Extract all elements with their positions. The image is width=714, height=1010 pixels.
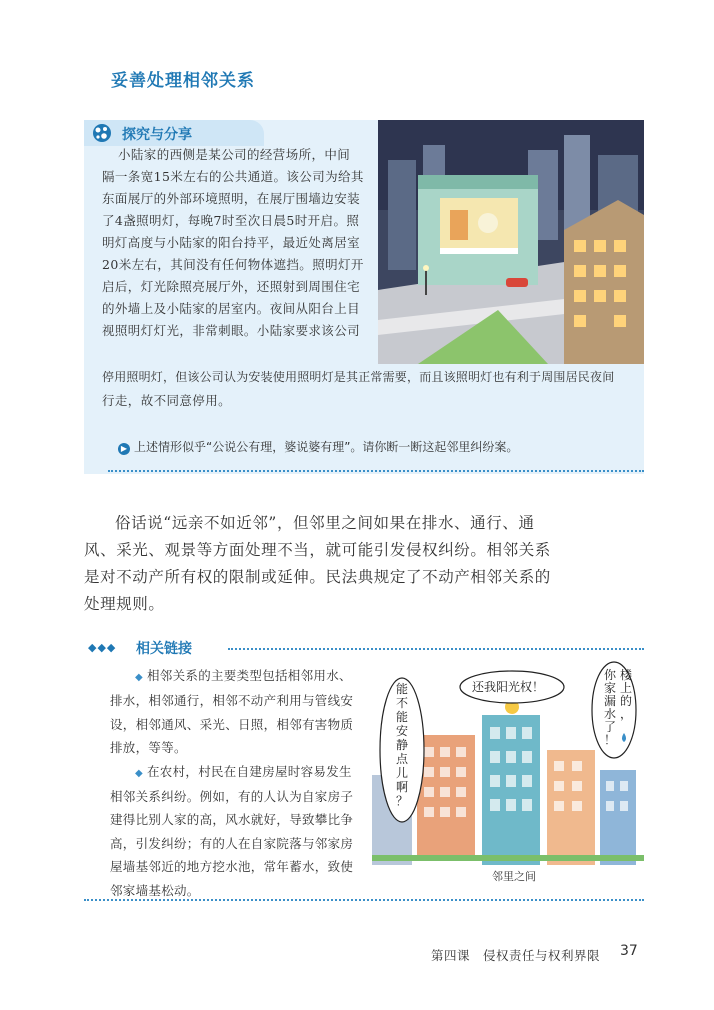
svg-text:，: ， <box>620 707 633 721</box>
bubble-middle-text: 还我阳光权！ <box>472 680 545 694</box>
related-item-2 <box>110 760 358 902</box>
explore-line-5: 明灯高度与小陆家的阳台持平，最近处离居室 <box>102 235 361 250</box>
bubble-left-text <box>396 681 409 808</box>
svg-text:啊: 啊 <box>396 780 409 794</box>
main-paragraph-text: 俗话说“远亲不如近邻”，但邻里之间如果在排水、通行、通风、采光、观景等方面处理不当，就可能引发侵权纠纷。相邻关系是对不动产所有权的限制或延伸。民法典规定了不动产相邻关系的处理规则。 <box>84 514 551 613</box>
explore-share-box <box>84 120 644 474</box>
comic-caption: 邻里之间 <box>492 870 536 883</box>
svg-text:你: 你 <box>604 668 617 682</box>
explore-divider <box>108 470 644 472</box>
explore-line-1: 小陆家的西侧是某公司的经营场所，中间 <box>118 147 351 162</box>
explore-label: 探究与分享 <box>122 127 192 143</box>
related-links-label: 相关链接 <box>136 641 192 657</box>
related-item-1 <box>110 664 358 760</box>
question-text: 上述情形似乎“公说公有理，婆说婆有理”。请你断一断这起邻里纠纷案。 <box>134 440 519 454</box>
puzzle-globe-icon <box>92 123 112 143</box>
related-item-2-text: 在农村，村民在自建房屋时容易发生相邻关系纠纷。例如，有的人认为自家房子建得比别人家的高，风水就好，导致攀比争高，引发纠纷；有的人在自家院落与邻家房屋墙基邻近的地方挖水池，常年蓄水，致使邻家墙基松动。 <box>110 763 354 898</box>
page-number: 37 <box>620 943 638 959</box>
play-arrow-icon: ▶ <box>118 443 130 455</box>
svg-text:漏: 漏 <box>604 694 617 708</box>
diamond-bullet-icon: ◆ <box>135 672 143 683</box>
svg-text:静: 静 <box>396 738 409 752</box>
svg-text:安: 安 <box>396 724 409 738</box>
explore-line-8: 的外墙上及小陆家的居室内。夜间从阳台上目 <box>102 301 361 316</box>
explore-line-11: 行走，故不同意停用。 <box>102 393 232 408</box>
svg-text:能: 能 <box>396 682 409 696</box>
explore-tab <box>84 120 264 146</box>
svg-text:儿: 儿 <box>396 766 409 780</box>
svg-text:家: 家 <box>604 681 617 695</box>
discussion-question <box>118 438 518 455</box>
svg-text:水: 水 <box>604 707 617 721</box>
svg-text:？: ？ <box>396 794 409 808</box>
svg-text:点: 点 <box>396 752 409 766</box>
main-paragraph <box>84 510 554 618</box>
svg-text:上: 上 <box>620 681 633 695</box>
related-links-text <box>110 664 358 902</box>
explore-line-3: 东面展厅的外部环境照明，在展厅围墙边安装 <box>102 191 361 206</box>
svg-text:！: ！ <box>604 733 617 747</box>
city-night-illustration <box>378 120 644 364</box>
neighbors-comic-illustration <box>372 655 644 890</box>
footer-lesson-title: 第四课 侵权责任与权利界限 <box>431 948 601 963</box>
svg-text:楼: 楼 <box>620 668 633 682</box>
svg-text:能: 能 <box>396 710 409 724</box>
explore-line-2: 隔一条宽15米左右的公共通道。该公司为给其 <box>102 169 364 184</box>
explore-line-4: 了4盏照明灯，每晚7时至次日晨5时开启。照 <box>102 213 360 228</box>
svg-text:的: 的 <box>620 694 633 708</box>
bottom-divider <box>84 899 644 901</box>
explore-line-7: 启后，灯光除照亮展厅外，还照射到周围住宅 <box>102 279 361 294</box>
section-title: 妥善处理相邻关系 <box>111 71 255 91</box>
explore-line-6: 20米左右，其间没有任何物体遮挡。照明灯开 <box>102 257 364 272</box>
diamond-bullets-icon: ◆◆◆ <box>88 641 117 654</box>
related-item-1-text: 相邻关系的主要类型包括相邻用水、排水，相邻通行，相邻不动产利用与管线安设，相邻通风、采光、日照，相邻有害物质排放，等等。 <box>110 668 354 756</box>
related-divider <box>228 648 644 650</box>
svg-text:了: 了 <box>604 720 617 734</box>
explore-line-10: 停用照明灯，但该公司认为安装使用照明灯是其正常需要，而且该照明灯也有利于周围居民夜间 <box>102 370 615 384</box>
diamond-bullet-icon: ◆ <box>135 767 143 779</box>
explore-line-9: 视照明灯灯光，非常刺眼。小陆家要求该公司 <box>102 323 361 338</box>
svg-text:不: 不 <box>396 696 409 710</box>
